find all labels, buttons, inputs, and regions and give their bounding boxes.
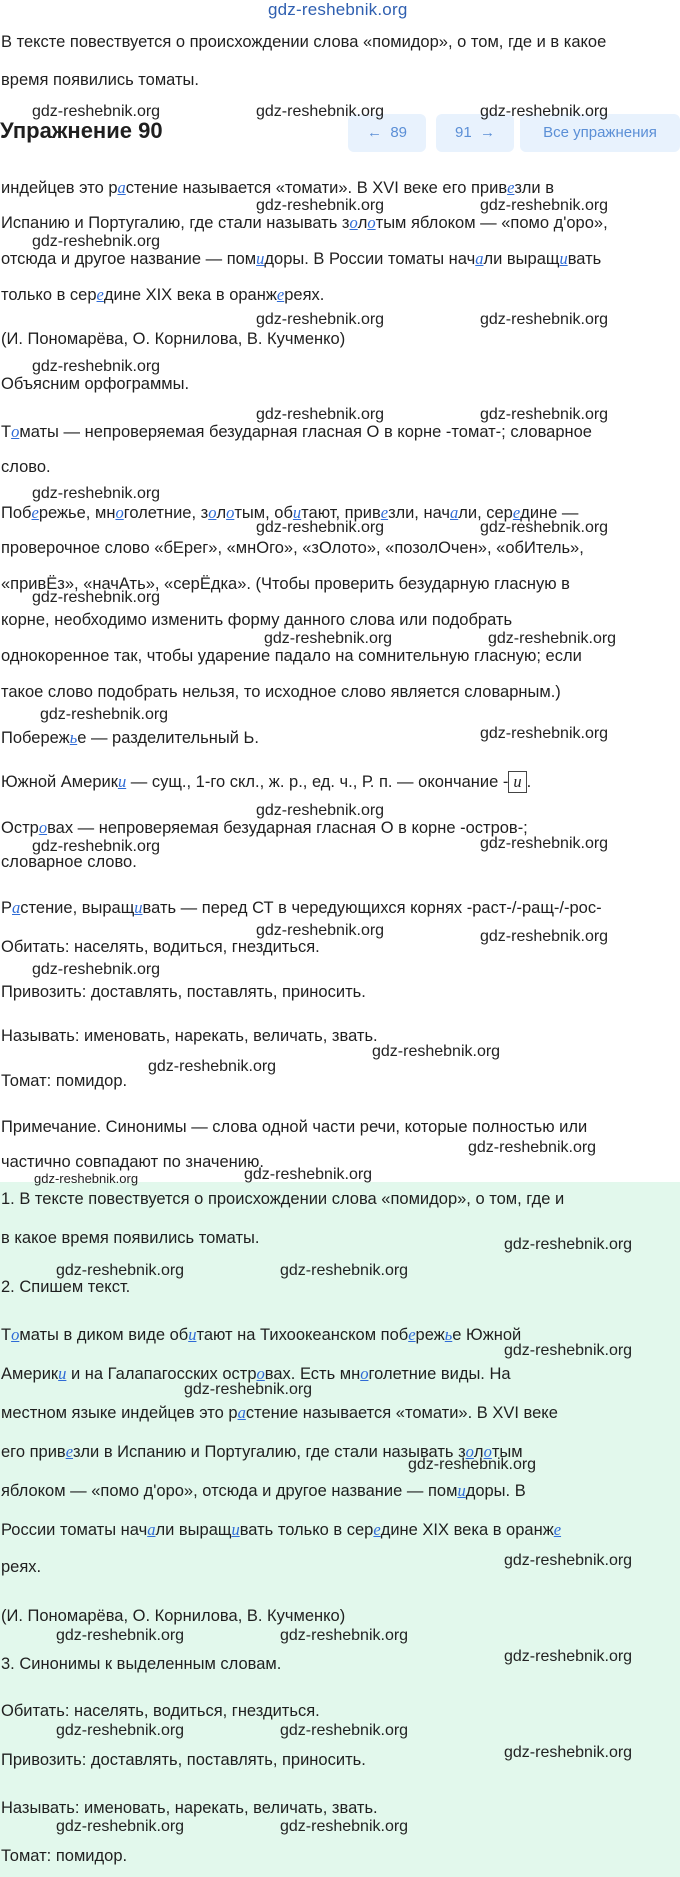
all-exercises-button[interactable]: Все упражнения xyxy=(520,114,680,152)
answer-authors: (И. Пономарёва, О. Корнилова, В. Кучменко) xyxy=(1,1607,346,1625)
watermark: gdz-reshebnik.org xyxy=(372,1043,501,1060)
orth-line: проверочное слово «бЕрег», «мнОго», «зОлото», «позолОчен», «обИтель», xyxy=(1,539,584,557)
synonym-line: Привозить: доставлять, поставлять, приносить. xyxy=(1,983,366,1001)
orth-line: Островах — непроверяемая безударная гласная О в корне -остров-; xyxy=(1,818,528,837)
watermark: gdz-reshebnik.org xyxy=(480,928,609,945)
answer-line: 1. В тексте повествуется о происхождении слова «помидор», о том, где и xyxy=(1,1190,565,1208)
orth-line: «привЁз», «начАть», «серЁдка». (Чтобы проверить безударную гласную в xyxy=(1,575,570,593)
answer-text-line: его привезли в Испанию и Португалию, где стали называть золотым xyxy=(1,1442,523,1461)
authors: (И. Пономарёва, О. Корнилова, В. Кучменко) xyxy=(1,330,346,348)
watermark: gdz-reshebnik.org xyxy=(504,1552,633,1569)
watermark: gdz-reshebnik.org xyxy=(488,630,617,647)
synonym-line: Обитать: населять, водиться, гнездиться. xyxy=(1,938,320,956)
watermark: gdz-reshebnik.org xyxy=(280,1262,409,1279)
text-line: Испанию и Португалию, где стали называть золотым яблоком — «помо д'оро», xyxy=(1,213,608,232)
arrow-left-icon: ← xyxy=(366,124,382,141)
watermark: gdz-reshebnik.org xyxy=(480,519,609,536)
watermark: gdz-reshebnik.org xyxy=(256,197,385,214)
orth-line: однокоренное так, чтобы ударение падало на сомнительную гласную; если xyxy=(1,647,582,665)
text-line: только в середине XIX века в оранжереях. xyxy=(1,285,325,304)
watermark: gdz-reshebnik.org xyxy=(504,1236,633,1253)
watermark: gdz-reshebnik.org xyxy=(280,1818,409,1835)
orth-line: Побережье, многолетние, золотым, обитают, привезли, начали, середине — xyxy=(1,503,579,522)
answer-line: 2. Спишем текст. xyxy=(1,1278,131,1296)
answer-synonym: Томат: помидор. xyxy=(1,1847,128,1865)
watermark: gdz-reshebnik.org xyxy=(480,311,609,328)
watermark: gdz-reshebnik.org xyxy=(480,835,609,852)
watermark: gdz-reshebnik.org xyxy=(504,1648,633,1665)
watermark: gdz-reshebnik.org xyxy=(34,1171,139,1186)
note-line: частично совпадают по значению. xyxy=(1,1153,264,1171)
watermark: gdz-reshebnik.org xyxy=(56,1722,185,1739)
watermark: gdz-reshebnik.org xyxy=(408,1456,537,1473)
watermark: gdz-reshebnik.org xyxy=(504,1342,633,1359)
ending-box: и xyxy=(508,771,526,793)
synonym-line: Называть: именовать, нарекать, величать, звать. xyxy=(1,1027,378,1045)
watermark: gdz-reshebnik.org xyxy=(280,1722,409,1739)
answer-text-line: яблоком — «помо д'оро», отсюда и другое название — помидоры. В xyxy=(1,1481,526,1500)
orth-line: Томаты — непроверяемая безударная гласная О в корне -томат-; словарное xyxy=(1,422,592,441)
orth-line: Южной Америки — сущ., 1-го скл., ж. р., ед. ч., Р. п. — окончание - и . xyxy=(1,772,532,791)
watermark: gdz-reshebnik.org xyxy=(244,1166,373,1183)
answer-line: в какое время появились томаты. xyxy=(1,1229,260,1247)
watermark: gdz-reshebnik.org xyxy=(32,961,161,978)
answer-line: 3. Синонимы к выделенным словам. xyxy=(1,1655,282,1673)
answer-text-line: Томаты в диком виде обитают на Тихоокеанском побережье Южной xyxy=(1,1325,522,1344)
site-watermark-top: gdz-reshebnik.org xyxy=(268,0,408,19)
explain-title: Объясним орфограммы. xyxy=(1,375,190,393)
orth-line: корне, необходимо изменить форму данного слова или подобрать xyxy=(1,611,513,629)
watermark: gdz-reshebnik.org xyxy=(256,922,385,939)
watermark: gdz-reshebnik.org xyxy=(256,311,385,328)
note-line: Примечание. Синонимы — слова одной части речи, которые полностью или xyxy=(1,1118,588,1136)
next-exercise-label: 91 xyxy=(454,124,472,141)
orth-line: словарное слово. xyxy=(1,853,137,871)
answer-synonym: Привозить: доставлять, поставлять, приносить. xyxy=(1,1751,366,1769)
prev-exercise-label: 89 xyxy=(390,124,408,141)
text-line: отсюда и другое название — помидоры. В России томаты начали выращивать xyxy=(1,249,602,268)
watermark: gdz-reshebnik.org xyxy=(468,1139,597,1156)
answer-synonym: Обитать: населять, водиться, гнездиться. xyxy=(1,1702,320,1720)
answer-text-line: России томаты начали выращивать только в середине XIX века в оранже xyxy=(1,1520,562,1539)
answer-text-line: Америки и на Галапагосских островах. Есть многолетние виды. На xyxy=(1,1364,511,1383)
watermark: gdz-reshebnik.org xyxy=(480,197,609,214)
answer-text-line: местном языке индейцев это растение называется «томати». В XVI веке xyxy=(1,1403,558,1422)
orth-line: Побережье — разделительный Ь. xyxy=(1,728,259,747)
watermark: gdz-reshebnik.org xyxy=(480,406,609,423)
arrow-right-icon: → xyxy=(480,124,496,141)
watermark: gdz-reshebnik.org xyxy=(480,103,609,120)
intro-line-1: В тексте повествуется о происхождении слова «помидор», о том, где и в какое xyxy=(1,33,607,51)
watermark: gdz-reshebnik.org xyxy=(56,1818,185,1835)
watermark: gdz-reshebnik.org xyxy=(32,103,161,120)
text-line: индейцев это растение называется «томати». В XVI веке его привезли в xyxy=(1,178,554,197)
orth-line: такое слово подобрать нельзя, то исходное слово является словарным.) xyxy=(1,683,561,701)
answer-text-line: реях. xyxy=(1,1558,42,1576)
watermark: gdz-reshebnik.org xyxy=(264,630,393,647)
watermark: gdz-reshebnik.org xyxy=(480,725,609,742)
intro-line-2: время появились томаты. xyxy=(1,71,199,89)
watermark: gdz-reshebnik.org xyxy=(40,706,169,723)
watermark: gdz-reshebnik.org xyxy=(56,1262,185,1279)
watermark: gdz-reshebnik.org xyxy=(56,1627,185,1644)
synonym-line: Томат: помидор. xyxy=(1,1072,128,1090)
watermark: gdz-reshebnik.org xyxy=(32,838,161,855)
orth-line: Растение, выращивать — перед СТ в чередующихся корнях -раст-/-ращ-/-рос- xyxy=(1,898,602,917)
answer-synonym: Называть: именовать, нарекать, величать, звать. xyxy=(1,1799,378,1817)
watermark: gdz-reshebnik.org xyxy=(504,1744,633,1761)
watermark: gdz-reshebnik.org xyxy=(256,519,385,536)
watermark: gdz-reshebnik.org xyxy=(256,406,385,423)
watermark: gdz-reshebnik.org xyxy=(256,802,385,819)
watermark: gdz-reshebnik.org xyxy=(32,358,161,375)
watermark: gdz-reshebnik.org xyxy=(184,1381,313,1398)
page-title: Упражнение 90 xyxy=(0,118,163,143)
watermark: gdz-reshebnik.org xyxy=(32,233,161,250)
watermark: gdz-reshebnik.org xyxy=(256,103,385,120)
watermark: gdz-reshebnik.org xyxy=(32,589,161,606)
orth-line: слово. xyxy=(1,458,51,476)
watermark: gdz-reshebnik.org xyxy=(280,1627,409,1644)
watermark: gdz-reshebnik.org xyxy=(32,485,161,502)
watermark: gdz-reshebnik.org xyxy=(148,1058,277,1075)
